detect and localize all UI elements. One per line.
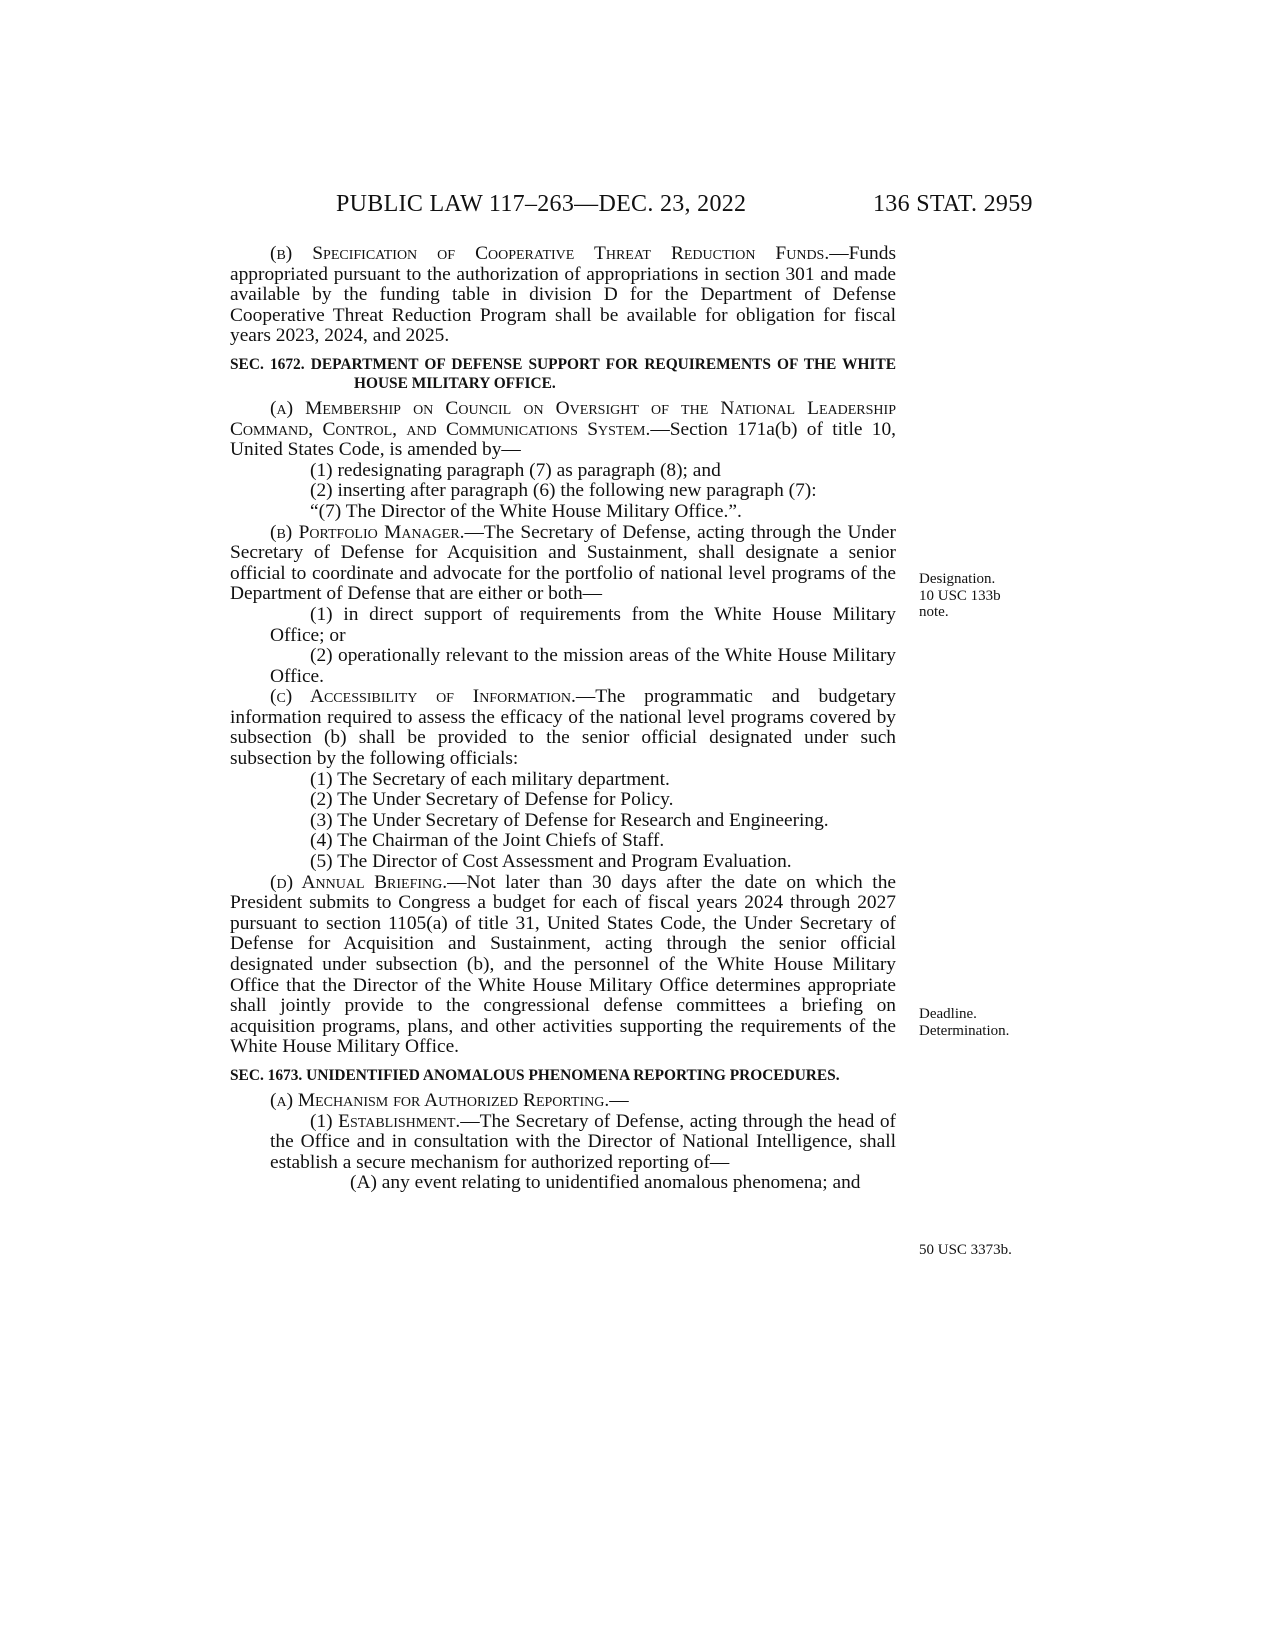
subsection-heading: (b) Specification of Cooperative Threat Reduction Funds. <box>270 243 830 264</box>
subsection-dash: — <box>609 1089 629 1111</box>
margin-note-deadline <box>919 1006 1009 1039</box>
running-title: PUBLIC LAW 117–263—DEC. 23, 2022 <box>336 191 747 217</box>
paragraph-heading: (1) Establishment. <box>310 1110 461 1132</box>
subsection-text: —Funds appropriated pursuant to the authorization of appropriations in section 301 and made available by the funding table in division D for the Department of Defense Cooperative Threat Reduction Program shall be available for obligation for fiscal years 2023, 2024, and 2025. <box>230 243 896 347</box>
subsection-b-funds <box>230 244 896 347</box>
section-1673-heading: SEC. 1673. UNIDENTIFIED ANOMALOUS PHENOMENA REPORTING PROCEDURES. <box>230 1066 840 1084</box>
subsection-a-membership <box>230 399 896 461</box>
subsection-text: —Section 171a(b) of title 10, United States Code, is amended by— <box>230 418 896 461</box>
paragraph-a2: (2) inserting after paragraph (6) the following new paragraph (7): <box>310 480 817 502</box>
quoted-paragraph-7: “(7) The Director of the White House Military Office.”. <box>310 500 742 522</box>
subsection-heading: (c) Accessibility of Information. <box>270 686 576 708</box>
paragraph-text: —The Secretary of Defense, acting through the head of the Office and in consultation with the Director of National Intelligence, shall establish a secure mechanism for authorized reporting of— <box>270 1110 896 1173</box>
margin-note-usc: 50 USC 3373b. <box>919 1242 1012 1258</box>
page-number: 136 STAT. 2959 <box>873 191 1033 217</box>
subsection-heading: (b) Portfolio Manager. <box>270 521 465 543</box>
paragraph-establishment <box>230 1112 896 1174</box>
subsection-text: —Not later than 30 days after the date on which the President submits to Congress a budget for each of fiscal years 2024 through 2027 pursuant to section 1105(a) of title 31, United States Code, the Under Secretary of Defense for Acquisition and Sustainment, acting through the senior official designated under subsection (b), and the personnel of the White House Military Office that the Director of the White House Military Office determines appropriate shall jointly provide to the congressional defense committees a briefing on acquisition programs, plans, and other activities supporting the requirements of the White House Military Office. <box>230 871 896 1058</box>
paragraph-c3: (3) The Under Secretary of Defense for Research and Engineering. <box>310 809 829 831</box>
margin-note-designation <box>919 571 1001 621</box>
page-header <box>0 191 1275 225</box>
paragraph-c4: (4) The Chairman of the Joint Chiefs of Staff. <box>310 830 665 852</box>
margin-note-line: note. <box>919 604 949 620</box>
margin-note-line: Determination. <box>919 1022 1010 1039</box>
paragraph-a1: (1) redesignating paragraph (7) as paragraph (8); and <box>310 459 721 481</box>
subsection-text: —The Secretary of Defense, acting through the Under Secretary of Defense for Acquisition and Sustainment, shall designate a senior official to coordinate and advocate for the portfolio of national level programs of the Department of Defense that are either or both— <box>230 521 896 605</box>
margin-note-line: Designation. <box>919 571 996 587</box>
margin-note-line: Deadline. <box>919 1006 977 1022</box>
paragraph-b2: (2) operationally relevant to the mission areas of the White House Military Office. <box>270 645 896 687</box>
paragraph-b1: (1) in direct support of requirements from the White House Military Office; or <box>270 603 896 646</box>
subsection-c-accessibility <box>230 687 896 769</box>
subsection-b-portfolio <box>230 523 896 605</box>
document-body <box>230 244 896 1194</box>
subparagraph-A: (A) any event relating to unidentified anomalous phenomena; and <box>350 1172 861 1194</box>
paragraph-c2: (2) The Under Secretary of Defense for Policy. <box>310 789 674 811</box>
subsection-heading: (d) Annual Briefing. <box>270 871 448 893</box>
subsection-heading: (a) Mechanism for Authorized Reporting. <box>270 1089 610 1111</box>
subsection-a-mechanism <box>230 1091 896 1112</box>
subsection-heading: (a) Membership on Council on Oversight of the National Leadership Command, Control, and Communications System. <box>230 397 896 440</box>
subsection-text: —The programmatic and budgetary information required to assess the efficacy of the national level programs covered by subsection (b) shall be provided to the senior official designated under such subsection by the following officials: <box>230 686 896 770</box>
subsection-d-briefing <box>230 873 896 1058</box>
paragraph-c1: (1) The Secretary of each military department. <box>310 768 670 790</box>
paragraph-c5: (5) The Director of Cost Assessment and Program Evaluation. <box>310 851 792 873</box>
margin-note-line: 10 USC 133b <box>919 587 1001 604</box>
section-1672-heading: SEC. 1672. DEPARTMENT OF DEFENSE SUPPORT FOR REQUIREMENTS OF THE WHITE HOUSE MILITARY OFFICE. <box>230 355 896 392</box>
